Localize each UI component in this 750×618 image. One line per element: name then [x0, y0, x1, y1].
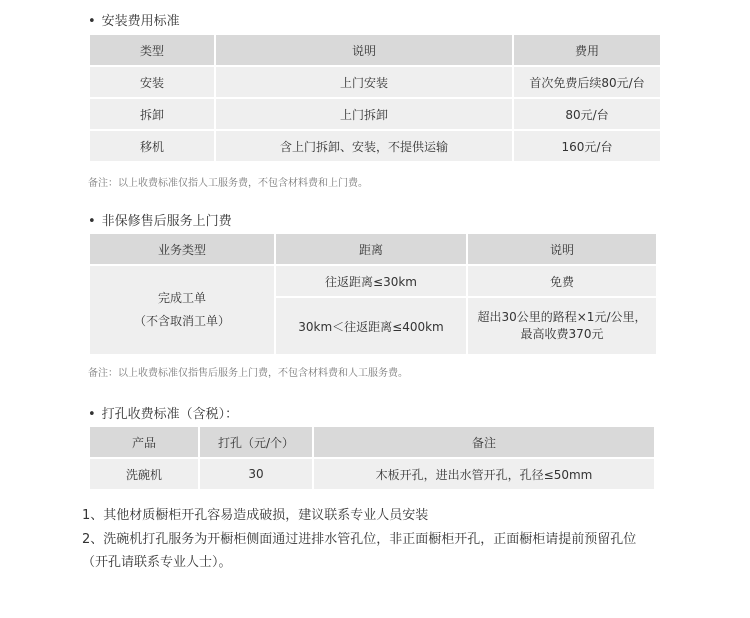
header-remark: 备注	[314, 427, 654, 457]
header-business-type: 业务类型	[90, 234, 274, 264]
table-row	[90, 266, 656, 296]
bullet-icon: •	[88, 214, 96, 229]
cell-desc: 含上门拆卸、安装，不提供运输	[216, 131, 512, 161]
cell-fee: 80元/台	[514, 99, 660, 129]
header-fee: 费用	[514, 35, 660, 65]
cell-type: 拆卸	[90, 99, 214, 129]
header-type: 类型	[90, 35, 214, 65]
cell-remark: 木板开孔，进出水管开孔，孔径≤50mm	[314, 459, 654, 489]
section-title-text: 非保修售后服务上门费	[101, 214, 232, 229]
service-fee-note: 备注：以上收费标准仅指售后服务上门费，不包含材料费和人工服务费。	[88, 368, 408, 379]
table-header-row	[90, 234, 656, 264]
header-distance: 距离	[276, 234, 466, 264]
footnote-2: 2、洗碗机打孔服务为开橱柜侧面通过进排水管孔位，非正面橱柜开孔，正面橱柜请提前预留孔位（开孔请联系专业人士）。	[82, 532, 637, 570]
section-title-text: 打孔收费标准（含税）：	[101, 407, 239, 422]
cell-distance: 往返距离≤30km	[276, 266, 466, 296]
install-fee-note: 备注：以上收费标准仅指人工服务费，不包含材料费和上门费。	[88, 178, 368, 189]
table-row	[90, 131, 660, 161]
section-title-install-fee	[88, 10, 180, 29]
header-desc: 说明	[468, 234, 656, 264]
header-desc: 说明	[216, 35, 512, 65]
cell-business-type	[90, 266, 274, 354]
table-row	[90, 459, 654, 489]
table-header-row	[90, 35, 660, 65]
table-row	[90, 99, 660, 129]
table-row	[90, 67, 660, 97]
install-fee-table	[88, 33, 662, 163]
desc-line-1: 超出30公里的路程×1元/公里，	[477, 310, 647, 324]
desc-line-2: 最高收费370元	[520, 327, 604, 341]
bullet-icon: •	[88, 407, 96, 422]
table-header-row	[90, 427, 654, 457]
header-product: 产品	[90, 427, 198, 457]
business-line-1: 完成工单	[157, 291, 206, 305]
section-title-service-fee	[88, 210, 232, 229]
cell-desc: 上门安装	[216, 67, 512, 97]
bullet-icon: •	[88, 14, 96, 29]
cell-type: 移机	[90, 131, 214, 161]
header-drill-price: 打孔（元/个）	[200, 427, 312, 457]
drilling-fee-table	[88, 425, 656, 491]
service-fee-table	[88, 232, 658, 356]
footnote-1: 1、其他材质橱柜开孔容易造成破损，建议联系专业人员安装	[82, 508, 429, 523]
business-line-2: （不含取消工单）	[133, 314, 230, 328]
cell-desc	[468, 298, 656, 354]
cell-drill-price: 30	[200, 459, 312, 489]
section-title-text: 安装费用标准	[101, 14, 180, 29]
cell-fee: 160元/台	[514, 131, 660, 161]
cell-distance: 30km＜往返距离≤400km	[276, 298, 466, 354]
cell-product: 洗碗机	[90, 459, 198, 489]
cell-desc: 免费	[468, 266, 656, 296]
section-title-drilling-fee	[88, 403, 238, 422]
cell-type: 安装	[90, 67, 214, 97]
cell-desc: 上门拆卸	[216, 99, 512, 129]
cell-fee: 首次免费后续80元/台	[514, 67, 660, 97]
